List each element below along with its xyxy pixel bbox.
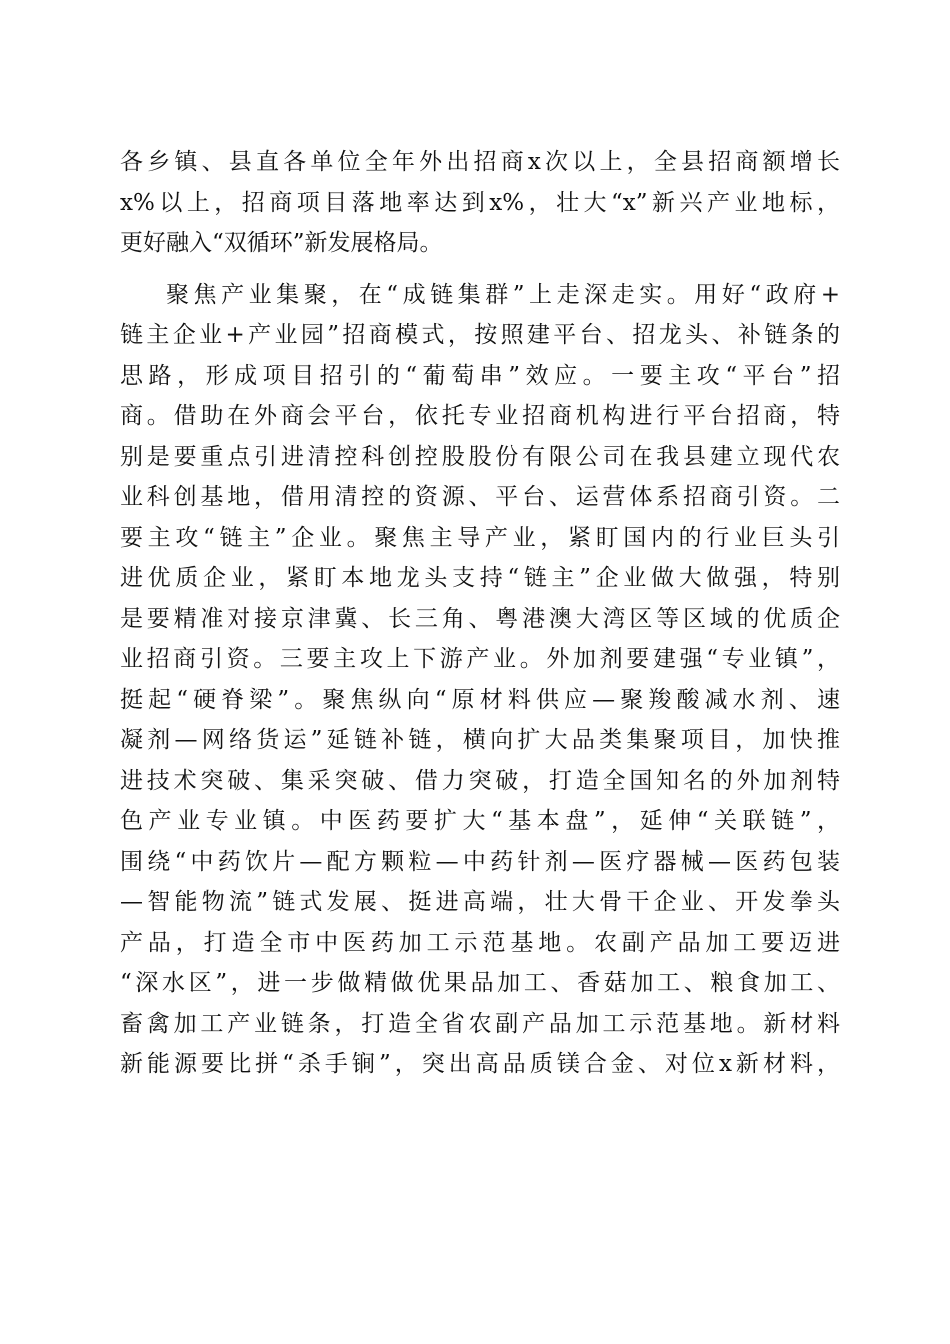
text-line: 是要精准对接京津冀、长三角、粤港澳大湾区等区域的优质企 — [120, 605, 840, 632]
paragraph-gap — [120, 264, 840, 275]
text-line: x%以上，招商项目落地率达到x%，壮大“x”新兴产业地标， — [120, 189, 840, 216]
text-line: 各乡镇、县直各单位全年外出招商x次以上，全县招商额增长 — [120, 149, 840, 175]
text-line: 进技术突破、集采突破、借力突破，打造全国知名的外加剂特 — [120, 767, 840, 794]
text-line: 更好融入“双循环”新发展格局。 — [120, 230, 443, 256]
text-line: 要主攻“链主”企业。聚焦主导产业，紧盯国内的行业巨头引 — [120, 524, 840, 551]
text-line: 聚焦产业集聚，在“成链集群”上走深走实。用好“政府+ — [166, 281, 840, 308]
text-line: 畜禽加工产业链条，打造全省农副产品加工示范基地。新材料 — [120, 1010, 840, 1037]
text-line: —智能物流”链式发展、挺进高端，壮大骨干企业、开发拳头 — [120, 889, 840, 915]
text-line: 新能源要比拼“杀手锏”，突出高品质镁合金、对位x新材料， — [120, 1051, 840, 1077]
text-line: 业科创基地，借用清控的资源、平台、运营体系招商引资。二 — [120, 484, 840, 510]
text-line: 别是要重点引进清控科创控股股份有限公司在我县建立现代农 — [120, 443, 840, 470]
paragraph-2 — [120, 275, 840, 1085]
text-line: 色产业专业镇。中医药要扩大“基本盘”，延伸“关联链”， — [120, 808, 840, 834]
document-body — [120, 142, 840, 1085]
text-line: 链主企业+产业园”招商模式，按照建平台、招龙头、补链条的 — [120, 322, 840, 348]
text-line: 业招商引资。三要主攻上下游产业。外加剂要建强“专业镇”， — [120, 646, 840, 672]
text-line: 商。借助在外商会平台，依托专业招商机构进行平台招商，特 — [120, 403, 840, 429]
text-line: 围绕“中药饮片—配方颗粒—中药针剂—医疗器械—医药包装 — [120, 848, 840, 875]
text-line: 思路，形成项目招引的“葡萄串”效应。一要主攻“平台”招 — [120, 362, 840, 389]
text-line: 挺起“硬脊梁”。聚焦纵向“原材料供应—聚羧酸减水剂、速 — [120, 686, 840, 713]
text-line: 产品，打造全市中医药加工示范基地。农副产品加工要迈进 — [120, 929, 840, 956]
paragraph-1 — [120, 142, 840, 264]
text-line: 进优质企业，紧盯本地龙头支持“链主”企业做大做强，特别 — [120, 565, 840, 591]
text-line: 凝剂—网络货运”延链补链，横向扩大品类集聚项目，加快推 — [120, 727, 840, 753]
text-line: “深水区”，进一步做精做优果品加工、香菇加工、粮食加工、 — [120, 970, 840, 996]
